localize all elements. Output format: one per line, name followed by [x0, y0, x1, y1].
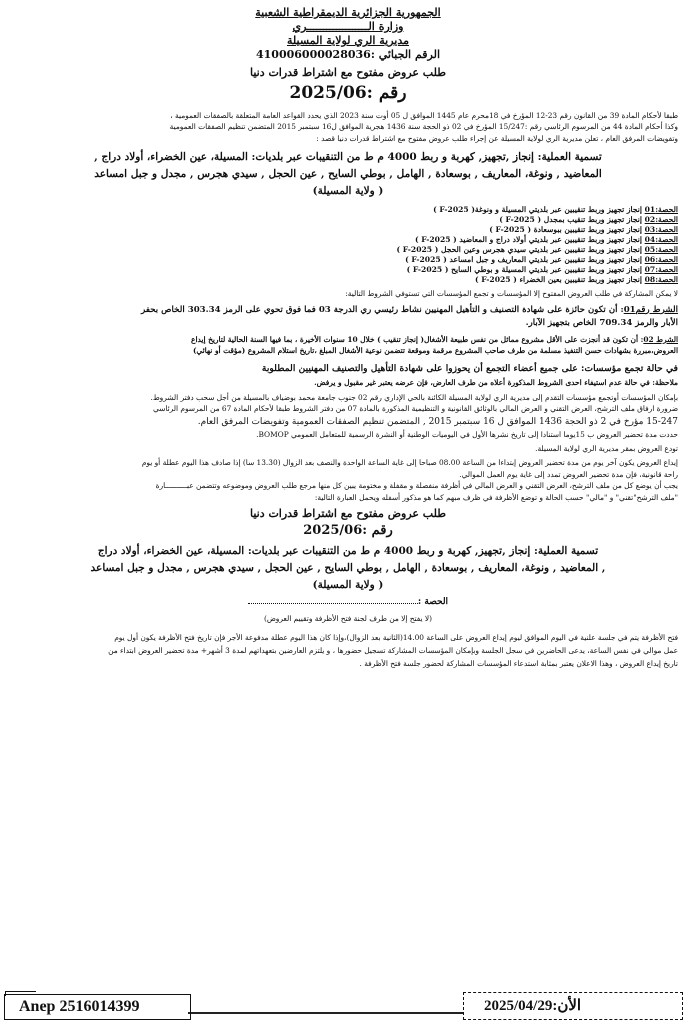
paragraph-line: يجب أن يوضع كل من ملف الترشح، العرض التقني و العرض المالي في أظرفة منفصلة و مقفلة و مختومة يبين كل منها مرجع طلب العروض وموضوعه وتتضمن عبــــــــــارة — [155, 481, 678, 491]
closing-line: فتح الأظرفة يتم في جلسة علنية في اليوم الموافق ليوم إيداع العروض على الساعة 14.00(الثانية بعد الزوال)،وإذا كان هذا اليوم عطلة مدفوعة الأجر فإن تاريخ فتح الأظرفة يكون أول يوم — [114, 632, 678, 642]
envelope-tender-type: طلب عروض مفتوح مع اشتراط قدرات دنيا — [249, 507, 446, 521]
conditions-paragraphs — [18, 392, 678, 503]
paragraph-line: حددت مدة تحضير العروض ب 15يوما استنادا إلى تاريخ نشرها الأول في اليوميات الوطنية أو النشرة الرسمية للمتعامل العمومي BOMOP. — [256, 429, 678, 439]
lots-list — [18, 205, 678, 285]
anep-reference-box — [4, 994, 191, 1020]
lot-item: الحصة:06 إنجاز تجهيز وربط تنقيبين عبر بلديتي المعاريف و جبل امساعد ( F-2025 ) — [405, 255, 678, 265]
envelope-notice: (لا يفتح إلا من طرف لجنة فتح الأظرفة وتقييم العروض) — [263, 614, 433, 624]
intro-line: طبقا لأحكام المادة 39 من القانون رقم 23-12 المؤرخ في 18محرم عام 1445 الموافق ل 05 أوت سنة 2023 الذي يحدد القواعد العامة المتعلقة بالصفقات العمومية ، — [170, 111, 678, 120]
condition-1: الشرط رقم01: أن تكون حائزة على شهادة التصنيف و التأهيل المهنيين نشاط رئيسي ري الدرجة 03 فما فوق تحوي على الرمز 303.34 الخاص بحفر — [141, 304, 678, 315]
lot-item: الحصة:08 إنجاز تجهيز وربط تنقيبين بعين الخضراء ( F-2025 ) — [474, 275, 678, 285]
remark: ملاحظة: في حالة عدم استيفاء احدى الشروط المذكورة أعلاه من طرف العارض، فإن عرضه يعتبر غير مقبول و يرفض. — [314, 378, 678, 388]
lot-item: الحصة:03 إنجاز تجهيز وربط تنقيبين ببوسعادة ( F-2025 ) — [489, 225, 678, 235]
paragraph-line: بإمكان المؤسسات أوتجمع مؤسسات التقدم إلى مديرية الري لولاية المسيلة الكائنة بالحي الإداري رقم 02 جنوب جامعة محمد بوضياف بالمسيلة من أجل سحب دفتر الشروط. — [150, 392, 678, 402]
operation-title: تسمية العملية: إنجاز ,تجهيز, كهربة و ربط 4000 م ط من التنقيبات عبر بلديات: المسيلة، عين الخضراء، أولاد دراج , المعاضيد , ونوغة، المعاريف , بوسعادة , الهامل , بوطي السايح , عين الحجل , سيدي هجرس , مجدل و جبل امساعد ( ولاية المسيلة) — [94, 151, 602, 198]
tender-number: رقم :2025/06 — [289, 83, 407, 103]
condition-1-cont: الأبار والرمز 709.34 الخاص بتجهيز الآبار. — [525, 317, 678, 328]
envelope-operation: تسمية العملية: إنجاز ,تجهيز, كهربة و ربط 4000 م ط من التنقيبات عبر بلديات: المسيلة، عين الخضراء، أولاد دراج , المعاضيد , ونوغة، المعاريف , بوسعادة , الهامل , بوطي السايح , عين الحجل , سيدي هجرس , مجدل و جبل امساعد ( ولاية المسيلة) — [90, 545, 606, 592]
lot-item: الحصة:02 إنجاز تجهيز وربط تنقيب بمجدل ( F-2025 ) — [499, 215, 678, 225]
ministry-header: وزارة الـــــــــــــــــــري — [292, 20, 404, 33]
paragraph-line: 15-247 مؤرخ في 2 ذو الحجة 1436 الموافق ل 16 سبتمبر 2015 , المتضمن تنظيم الصفقات العمومية وتفويضات المرفق العام. — [197, 416, 678, 427]
closing-line: عمل موالي في نفس الساعة، يدعى الحاضرين في سجل الجلسة وبإمكان المؤسسات المشاركة تسجيل حضورها ، و يلتزم العارضين بتعهداتهم لمدة 3 أشهر+ مدة تحضير العروض ابتداء من — [108, 645, 678, 655]
lot-item: الحصة:04 إنجاز تجهيز وربط تنقيبين عبر بلديتي أولاد دراج و المعاضيد ( F-2025 ) — [414, 235, 678, 245]
paragraph-line: تودع العروض بمقر مديرية الري لولاية المسيلة. — [535, 444, 678, 454]
paragraph-line: "ملف الترشح"تقني" و "مالي" حسب الحالة و توضع الأظرفة في ظرف مبهم كما هو مذكور أسفله ويحمل العبارة التالية: — [314, 492, 678, 502]
lot-item: الحصة:01 إنجاز تجهيز وربط تنقيبين عبر بلديتي المسيلة و ونوغة( F-2025 ) — [433, 205, 678, 215]
group-note: في حالة تجمع مؤسسات: على جميع أعضاء التجمع أن يحوزوا على شهادة التأهيل والتصنيف المهنيين المطلوبة — [261, 363, 678, 375]
tax-id: الرقم الجبائي :410006000028036 — [256, 48, 440, 61]
paragraph-line: ضرورة ارفاق ملف الترشح، العرض التقني و العرض المالي بالوثائق القانونية و التنظيمية المذكورة بالمادة 07 من دفتر الشروط طبقا لأحكام المادة 67 من المرسوم الرئاسي — [153, 404, 678, 414]
publication-date-box — [463, 992, 683, 1020]
divider-line — [188, 1012, 464, 1014]
envelope-lot: الحصة : — [18, 596, 678, 609]
lot-item: الحصة:05 إنجاز تجهيز وربط تنقيبين عبر بلديتي سيدي هجرس وعين الحجل ( F-2025 ) — [396, 245, 678, 255]
condition-2: الشرط 02: أن تكون قد أنجزت على الأقل مشروع مماثل من نفس طبيعة الأشغال( إنجاز تنقيب ) خلال 10 سنوات الأخيرة ، بما فيها السنة الحالية لتاريخ إيداع — [191, 334, 678, 344]
publication-date: الأن:2025/04/29 — [484, 998, 582, 1014]
republic-header: الجمهورية الجزائرية الديمقراطية الشعبية — [255, 6, 441, 19]
paragraph-line: إيداع العروض يكون آخر يوم من مدة تحضير العروض إبتداءا من الساعة 08.00 صباحا إلى غاية الساعة الواحدة والنصف بعد الزوال (13.30 سا) إذا صادف هذا اليوم عطلة أو يوم — [141, 458, 678, 468]
lot-item: الحصة:07 إنجاز تجهيز وربط تنقيبين عبر بلديتي المسيلة و بوطي السايح ( F-2025 ) — [406, 265, 678, 275]
intro-line: وكذا أحكام المادة 44 من المرسوم الرئاسي رقم :15/247 المؤرخ في 02 ذو الحجة سنة 1436 هجرية الموافق ل16 سبتمبر 2015 المتضمن تنظيم الصفقات العمومية — [169, 122, 678, 132]
eligibility-text: لا يمكن المشاركة في طلب العروض المفتوح إلا المؤسسات و تجمع المؤسسات التي تستوفي الشروط التالية: — [345, 289, 678, 299]
tender-type: طلب عروض مفتوح مع اشتراط قدرات دنيا — [249, 66, 446, 79]
directorate-header: مديرية الري لولاية المسيلة — [286, 34, 410, 47]
paragraph-line: راحة قانونية، فإن مدة تحضير العروض تمدد إلى غاية يوم العمل الموالي. — [459, 469, 678, 479]
tender-document — [18, 6, 678, 670]
closing-line: تاريخ إيداع العروض ، وهذا الاعلان يعتبر بمثابة استدعاء المؤسسات المشاركة لحضور جلسة فتح الأظرفة . — [359, 658, 678, 668]
anep-reference: Anep 2516014399 — [19, 998, 140, 1015]
intro-line: وتفويضات المرفق العام ، تعلن مديرية الري لولاية المسيلة عن إجراء طلب عروض مفتوح مع اشتراط قدرات دنيا قصد : — [316, 133, 678, 143]
envelope-block — [18, 507, 678, 624]
envelope-tender-number: رقم :2025/06 — [303, 523, 393, 539]
condition-2-cont: العروض،مبررة بشهادات حسن التنفيذ مسلمة من طرف صاحب المشروع مرقمة وموقعة تتضمن نوعية الأشغال المبلغ ،تاريخ استلام المشروع (مؤقت أو نهائي) — [192, 346, 678, 356]
